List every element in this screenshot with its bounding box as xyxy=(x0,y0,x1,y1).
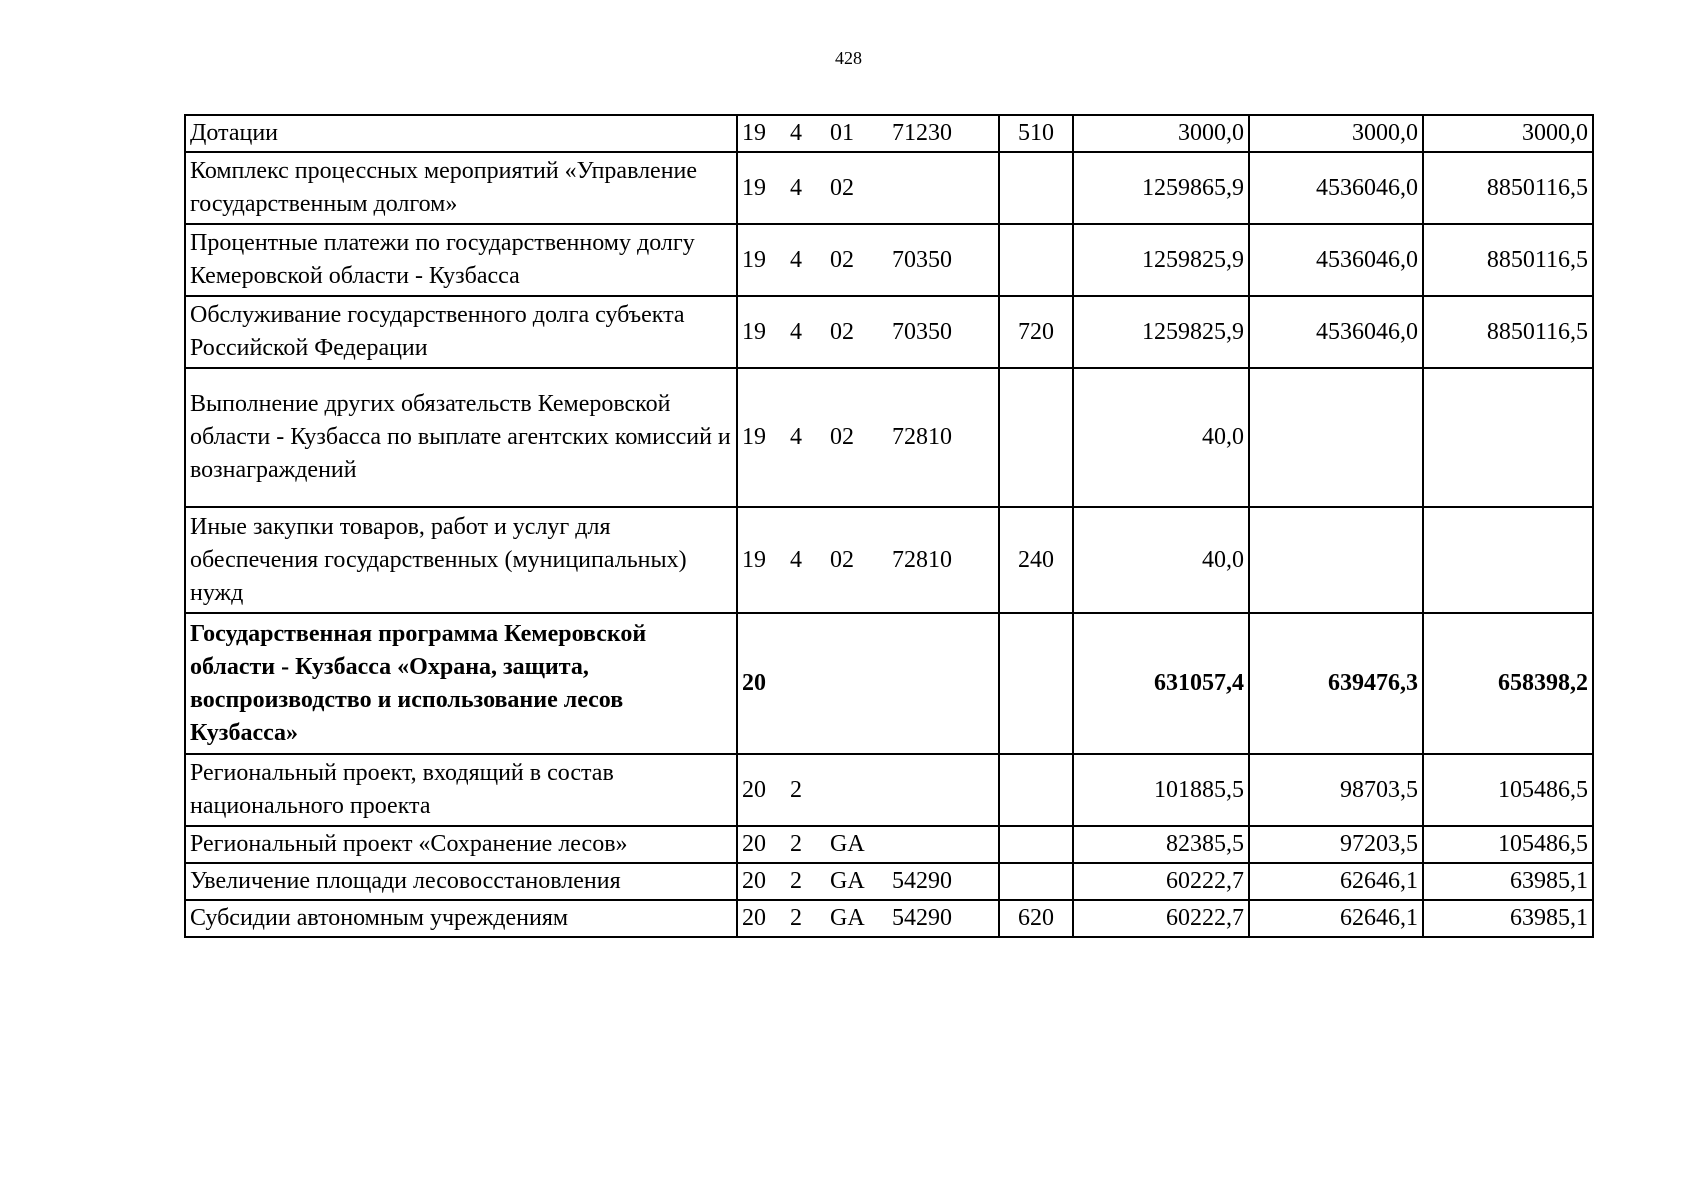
table-row xyxy=(185,754,1593,826)
amount-year-2 xyxy=(1249,368,1423,507)
expense-type-code: 620 xyxy=(999,900,1073,937)
page-number: 428 xyxy=(835,48,862,68)
amount-year-1: 631057,4 xyxy=(1073,613,1249,754)
amount-year-1: 3000,0 xyxy=(1073,115,1249,152)
program-code: 19 xyxy=(742,120,766,146)
amount-year-2: 62646,1 xyxy=(1249,900,1423,937)
row-code xyxy=(737,152,999,224)
row-name: Процентные платежи по государственному долгу Кемеровской области - Кузбасса xyxy=(185,224,737,296)
event-code: GA xyxy=(830,905,865,931)
table-row xyxy=(185,826,1593,863)
program-code: 20 xyxy=(742,831,766,857)
program-code: 20 xyxy=(742,776,766,803)
table-row xyxy=(185,296,1593,368)
row-code xyxy=(737,368,999,507)
row-code xyxy=(737,507,999,613)
row-name: Выполнение других обязательств Кемеровской области - Кузбасса по выплате агентских комиссий и вознаграждений xyxy=(185,368,737,507)
row-name: Региональный проект, входящий в состав национального проекта xyxy=(185,754,737,826)
expense-type-code xyxy=(999,224,1073,296)
amount-year-1: 82385,5 xyxy=(1073,826,1249,863)
expense-type-code xyxy=(999,826,1073,863)
subprogram-code: 4 xyxy=(790,246,802,273)
program-code: 19 xyxy=(742,246,766,273)
subprogram-code: 2 xyxy=(790,905,802,931)
row-code xyxy=(737,115,999,152)
direction-code: 71230 xyxy=(892,120,952,146)
table-row xyxy=(185,613,1593,754)
direction-code: 72810 xyxy=(892,424,952,450)
amount-year-1: 101885,5 xyxy=(1073,754,1249,826)
event-code: 02 xyxy=(830,546,854,573)
program-code: 20 xyxy=(742,905,766,931)
amount-year-2 xyxy=(1249,507,1423,613)
subprogram-code: 4 xyxy=(790,120,802,146)
table-row xyxy=(185,863,1593,900)
table-row xyxy=(185,115,1593,152)
event-code: GA xyxy=(830,868,865,894)
row-code xyxy=(737,754,999,826)
amount-year-2: 4536046,0 xyxy=(1249,152,1423,224)
expense-type-code: 510 xyxy=(999,115,1073,152)
expense-type-code: 720 xyxy=(999,296,1073,368)
amount-year-2: 3000,0 xyxy=(1249,115,1423,152)
program-code: 19 xyxy=(742,424,766,450)
table-row xyxy=(185,152,1593,224)
amount-year-3: 8850116,5 xyxy=(1423,296,1593,368)
row-name: Региональный проект «Сохранение лесов» xyxy=(185,826,737,863)
row-code xyxy=(737,900,999,937)
row-name: Увеличение площади лесовосстановления xyxy=(185,863,737,900)
table-row xyxy=(185,224,1593,296)
row-name: Субсидии автономным учреждениям xyxy=(185,900,737,937)
amount-year-1: 40,0 xyxy=(1073,368,1249,507)
expense-type-code: 240 xyxy=(999,507,1073,613)
amount-year-2: 4536046,0 xyxy=(1249,224,1423,296)
expense-type-code xyxy=(999,152,1073,224)
amount-year-3: 63985,1 xyxy=(1423,863,1593,900)
subprogram-code: 4 xyxy=(790,174,802,201)
table-row xyxy=(185,900,1593,937)
subprogram-code: 2 xyxy=(790,776,802,803)
budget-table xyxy=(184,114,1594,938)
event-code: 01 xyxy=(830,120,854,146)
row-code xyxy=(737,826,999,863)
amount-year-3: 105486,5 xyxy=(1423,754,1593,826)
direction-code: 72810 xyxy=(892,546,952,573)
row-code xyxy=(737,613,999,754)
subprogram-code: 2 xyxy=(790,831,802,857)
amount-year-1: 1259825,9 xyxy=(1073,296,1249,368)
row-name: Обслуживание государственного долга субъекта Российской Федерации xyxy=(185,296,737,368)
program-code: 20 xyxy=(742,670,766,696)
amount-year-3: 8850116,5 xyxy=(1423,224,1593,296)
amount-year-2: 98703,5 xyxy=(1249,754,1423,826)
row-name: Дотации xyxy=(185,115,737,152)
subprogram-code: 4 xyxy=(790,424,802,450)
amount-year-3: 63985,1 xyxy=(1423,900,1593,937)
amount-year-3: 658398,2 xyxy=(1423,613,1593,754)
amount-year-2: 4536046,0 xyxy=(1249,296,1423,368)
direction-code: 54290 xyxy=(892,905,952,931)
row-name: Государственная программа Кемеровской области - Кузбасса «Охрана, защита, воспроизводство и использование лесов Кузбасса» xyxy=(185,613,737,754)
amount-year-3 xyxy=(1423,507,1593,613)
table-row xyxy=(185,507,1593,613)
budget-table-body xyxy=(185,115,1593,937)
amount-year-2: 639476,3 xyxy=(1249,613,1423,754)
direction-code: 70350 xyxy=(892,318,952,345)
expense-type-code xyxy=(999,368,1073,507)
table-row xyxy=(185,368,1593,507)
event-code: 02 xyxy=(830,246,854,273)
event-code: 02 xyxy=(830,174,854,201)
amount-year-3: 3000,0 xyxy=(1423,115,1593,152)
event-code: 02 xyxy=(830,424,854,450)
amount-year-2: 62646,1 xyxy=(1249,863,1423,900)
event-code: GA xyxy=(830,831,865,857)
amount-year-1: 40,0 xyxy=(1073,507,1249,613)
program-code: 19 xyxy=(742,546,766,573)
row-name: Иные закупки товаров, работ и услуг для обеспечения государственных (муниципальных) нужд xyxy=(185,507,737,613)
amount-year-1: 1259865,9 xyxy=(1073,152,1249,224)
program-code: 19 xyxy=(742,174,766,201)
expense-type-code xyxy=(999,863,1073,900)
amount-year-3 xyxy=(1423,368,1593,507)
row-code xyxy=(737,224,999,296)
amount-year-2: 97203,5 xyxy=(1249,826,1423,863)
amount-year-3: 8850116,5 xyxy=(1423,152,1593,224)
subprogram-code: 2 xyxy=(790,868,802,894)
expense-type-code xyxy=(999,754,1073,826)
row-name: Комплекс процессных мероприятий «Управление государственным долгом» xyxy=(185,152,737,224)
direction-code: 54290 xyxy=(892,868,952,894)
direction-code: 70350 xyxy=(892,246,952,273)
amount-year-3: 105486,5 xyxy=(1423,826,1593,863)
amount-year-1: 1259825,9 xyxy=(1073,224,1249,296)
expense-type-code xyxy=(999,613,1073,754)
row-code xyxy=(737,296,999,368)
event-code: 02 xyxy=(830,318,854,345)
amount-year-1: 60222,7 xyxy=(1073,863,1249,900)
amount-year-1: 60222,7 xyxy=(1073,900,1249,937)
subprogram-code: 4 xyxy=(790,546,802,573)
subprogram-code: 4 xyxy=(790,318,802,345)
program-code: 19 xyxy=(742,318,766,345)
program-code: 20 xyxy=(742,868,766,894)
row-code xyxy=(737,863,999,900)
